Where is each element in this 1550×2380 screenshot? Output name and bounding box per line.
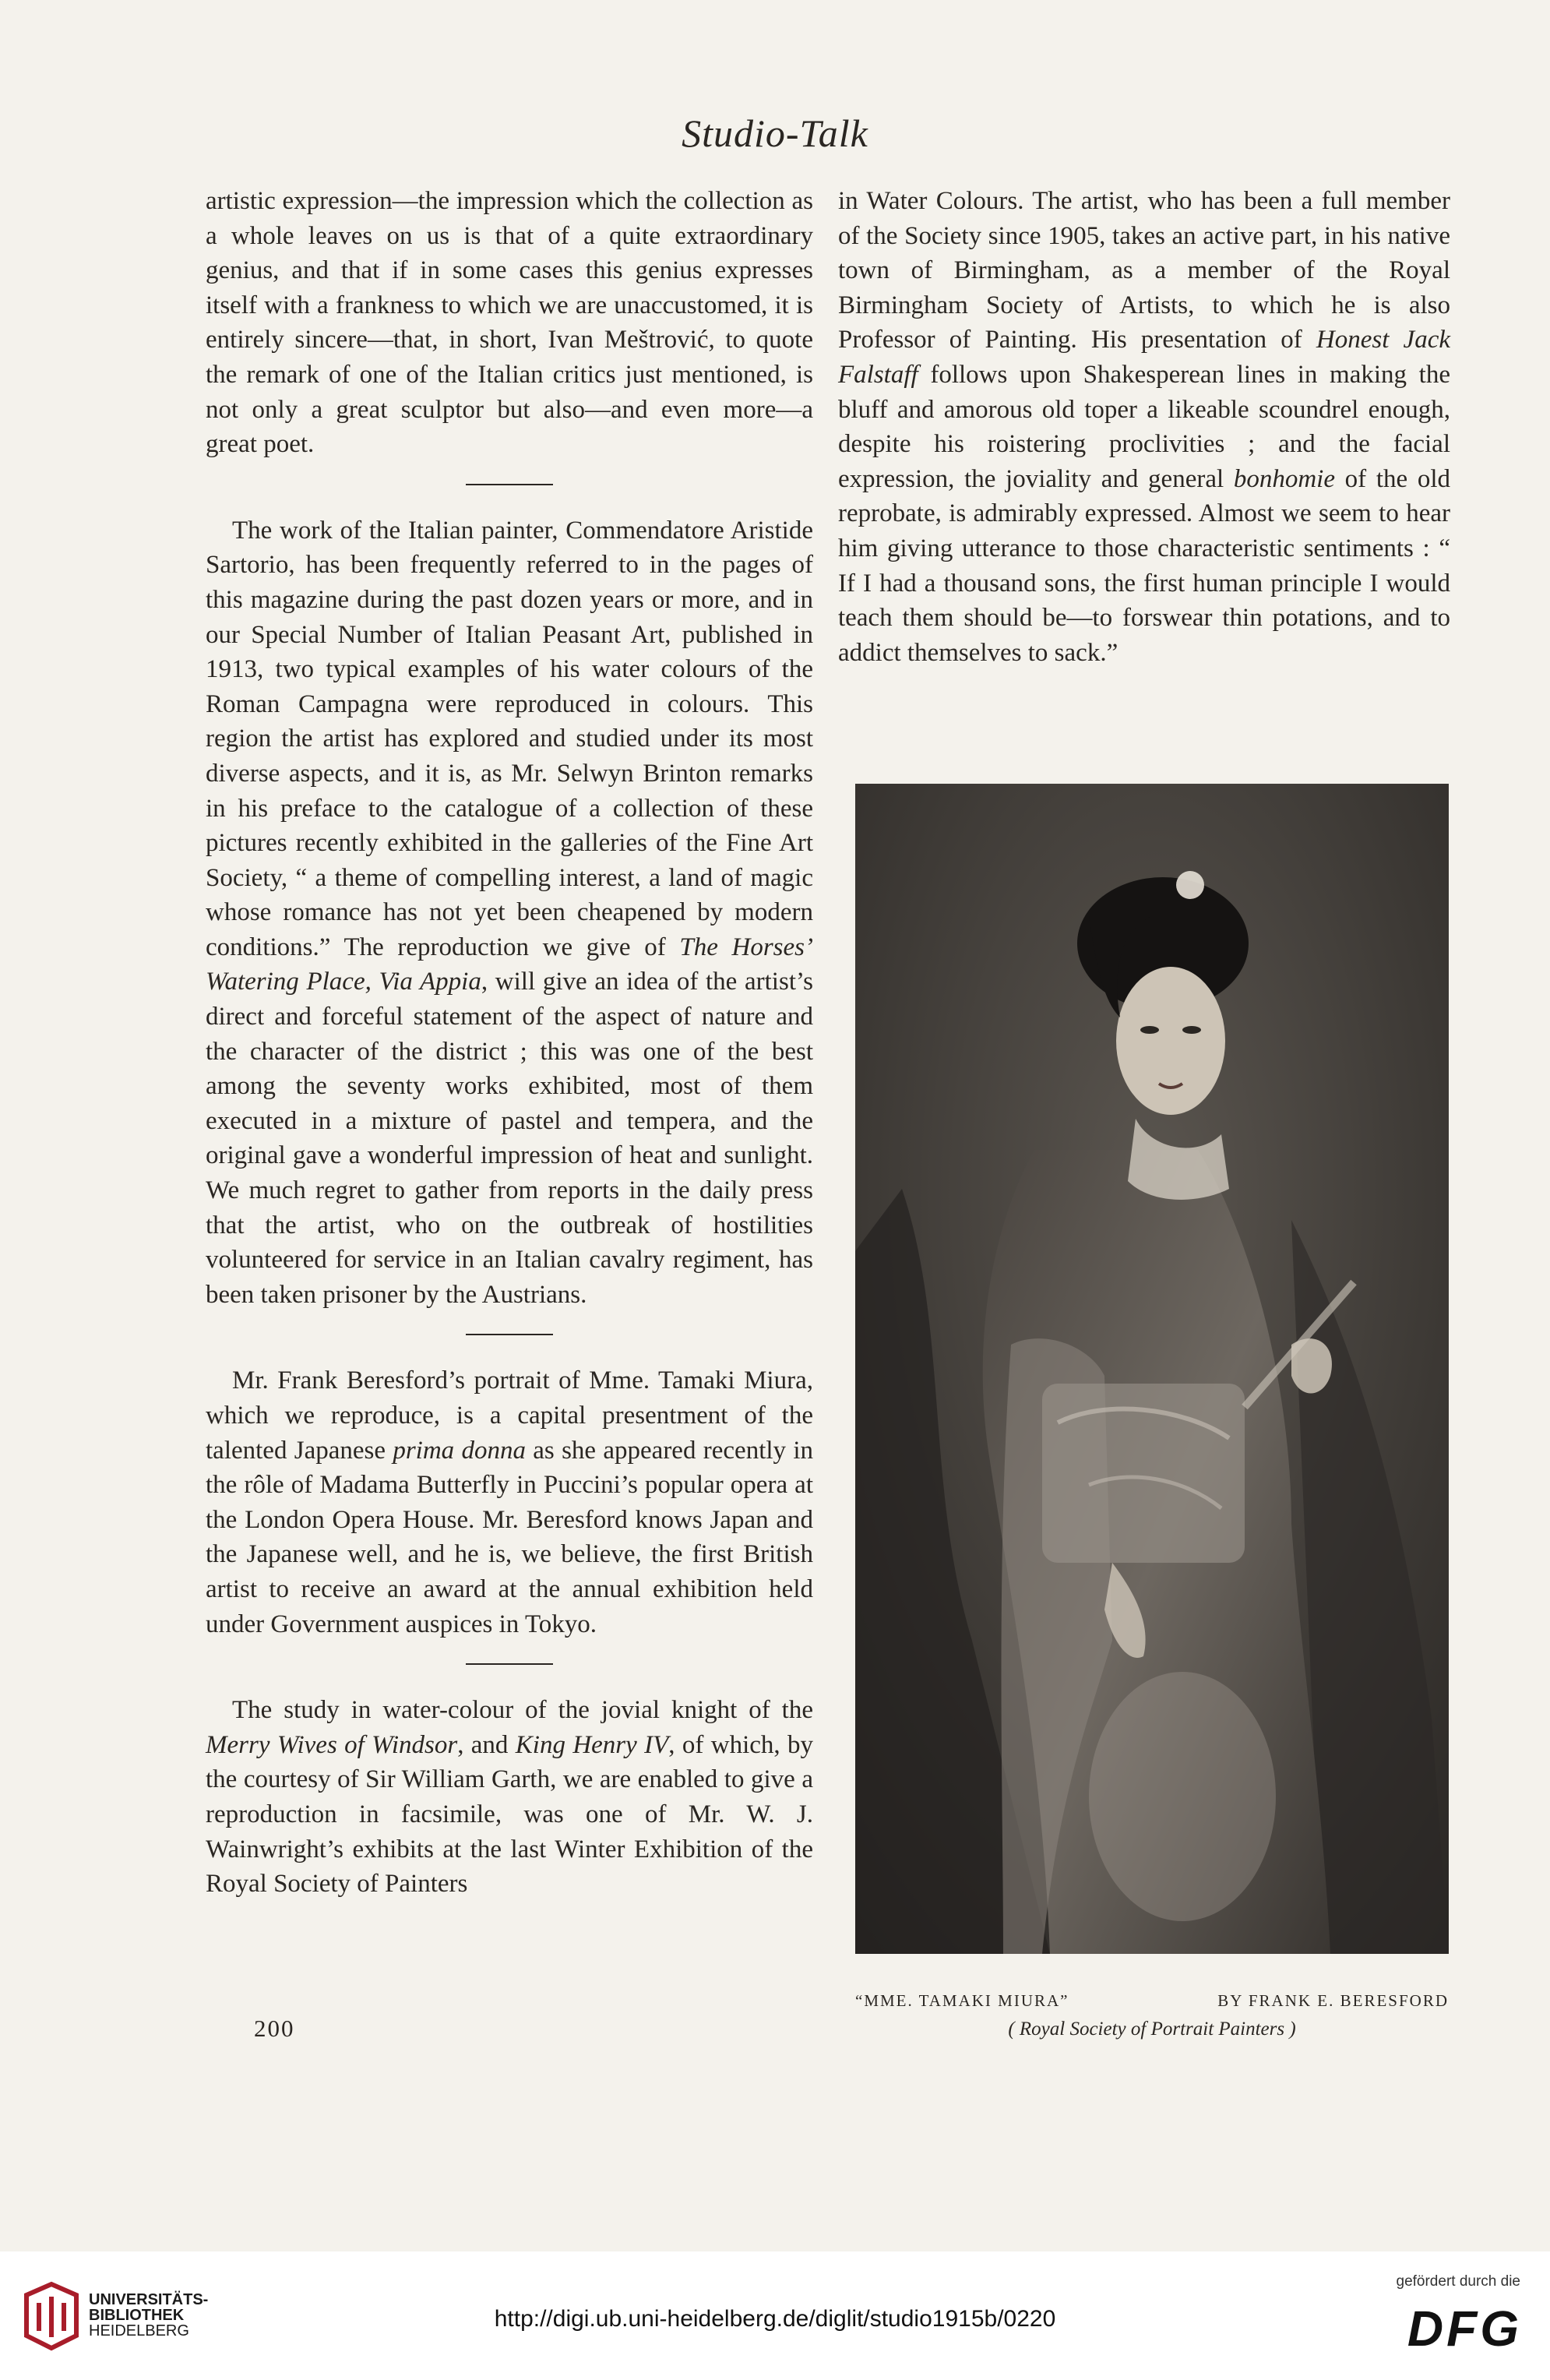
page-number: 200 (254, 2015, 295, 2042)
caption-title: “MME. TAMAKI MIURA” (855, 1991, 1069, 2010)
figure-caption (855, 1991, 1449, 2040)
paragraph-1: artistic expression—the impression which the collection as a whole leaves on us is that of a quite extraordinary genius, and that if in some cases this genius expresses itself with a frankness to which we are unaccustomed, it is entirely sincere—that, in short, Ivan Meštrović, to quote the remark of one of the Italian critics just mentioned, is not only a great sculptor but also—and even more—a great poet. (206, 187, 813, 459)
paragraph-3-text-b: as she appeared recently in the rôle of Madama Butterfly in Puccini’s popular opera at the London Opera House. Mr. Beresford knows Japan and the Japanese well, and he is, we believe, the first British artist to receive an award at the annual exhibition held under Government auspices in Tokyo. (206, 1436, 813, 1638)
artwork-title-falstaff: Honest Jack Falstaff (838, 326, 1450, 389)
portrait-illustration (855, 784, 1449, 1954)
section-divider (466, 484, 553, 485)
portrait-image (855, 784, 1449, 1954)
paragraph-3 (206, 1363, 813, 1641)
left-column (206, 184, 813, 1902)
paragraph-2-text-b: , will give an idea of the artist’s direct and forceful statement of the aspect of nature and the character of the district ; this was one of the best among the seventy works exhibited, most of them executed in a mixture of pastel and tempera, and the original gave a wonderful impression of heat and sunlight. We much regret to gather from reports in the daily press that the artist, who on the outbreak of hostilities volunteered for service in an Italian cavalry regiment, has been taken prisoner by the Austrians. (206, 968, 814, 1309)
paragraph-4-text-b: , of which, by the courtesy of Sir William Garth, we are enabled to give a reproduction in facsimile, was one of Mr. W. J. Wainwright’s exhibits at the last Winter Exhibition of the Royal Society of Painters (206, 1730, 813, 1899)
source-url-link[interactable]: http://digi.ub.uni-heidelberg.de/diglit/studio1915b/0220 (494, 2306, 1056, 2332)
section-divider (466, 1334, 553, 1335)
paragraph-2-text-a: The work of the Italian painter, Commendatore Aristide Sartorio, has been frequently referred to in the pages of this magazine during the past dozen years or more, and in our Special Number of Italian Peasant Art, published in 1913, two typical examples of his water colours of the Roman Campagna were reproduced in colours. This region the artist has explored and studied under its most diverse aspects, and it is, as Mr. Selwyn Brinton remarks in his preface to the catalogue of a collection of these pictures recently exhibited in the galleries of the Fine Art Society, “ a theme of compelling interest, a land of magic whose romance has not yet been cheapened by modern conditions.” The reproduction we give of (206, 516, 813, 961)
library-name-line-2: BIBLIOTHEK (89, 2307, 185, 2324)
library-name-line-3: HEIDELBERG (89, 2322, 189, 2339)
digitization-footer (0, 2251, 1550, 2380)
funded-by-label: gefördert durch die (1396, 2273, 1520, 2290)
paragraph-4 (206, 1693, 813, 1902)
section-divider (466, 1663, 553, 1665)
paragraph-5 (838, 184, 1450, 670)
paragraph-5-text-c: of the old reprobate, is admirably expressed. Almost we seem to hear him giving utterance to those characteristic sentiments : “ If I had a thousand sons, the first human principle I would teach them should be—to forswear thin potations, and to addict themselves to sack.” (838, 464, 1450, 667)
italic-term-bonhomie: bonhomie (1233, 464, 1335, 493)
paragraph-5-text-a: in Water Colours. The artist, who has been a full member of the Society since 1905, takes an active part, in his native town of Birmingham, as a member of the Royal Birmingham Society of Artists, to which he is also Professor of Painting. His presentation of (838, 187, 1450, 354)
library-name-line-1: UNIVERSITÄTS- (89, 2291, 209, 2308)
italic-term: prima donna (393, 1436, 526, 1465)
paragraph-3-text-a: Mr. Frank Beresford’s portrait of Mme. Tamaki Miura, which we reproduce, is a capital presentment of the talented Japanese (206, 1366, 813, 1465)
dfg-logo: DFG (1407, 2301, 1522, 2357)
paragraph-2 (206, 513, 813, 1313)
caption-source: ( Royal Society of Portrait Painters ) (1008, 2019, 1296, 2040)
play-title-1: Merry Wives of Windsor (206, 1730, 458, 1759)
caption-artist: BY FRANK E. BERESFORD (1217, 1991, 1449, 2010)
play-title-2: King Henry IV (515, 1730, 669, 1759)
paragraph-4-text-a: The study in water-colour of the jovial knight of the (232, 1696, 813, 1725)
paragraph-4-text-mid: , and (457, 1730, 516, 1759)
artwork-title: The Horses’ Watering Place, Via Appia (206, 933, 813, 996)
paragraph-5-text-b: follows upon Shakesperean lines in making the bluff and amorous old toper a likeable scoundrel enough, despite his roistering proclivities ; and the facial expression, the joviality and general (838, 360, 1450, 493)
running-header: Studio-Talk (682, 111, 868, 155)
right-column (838, 184, 1450, 670)
